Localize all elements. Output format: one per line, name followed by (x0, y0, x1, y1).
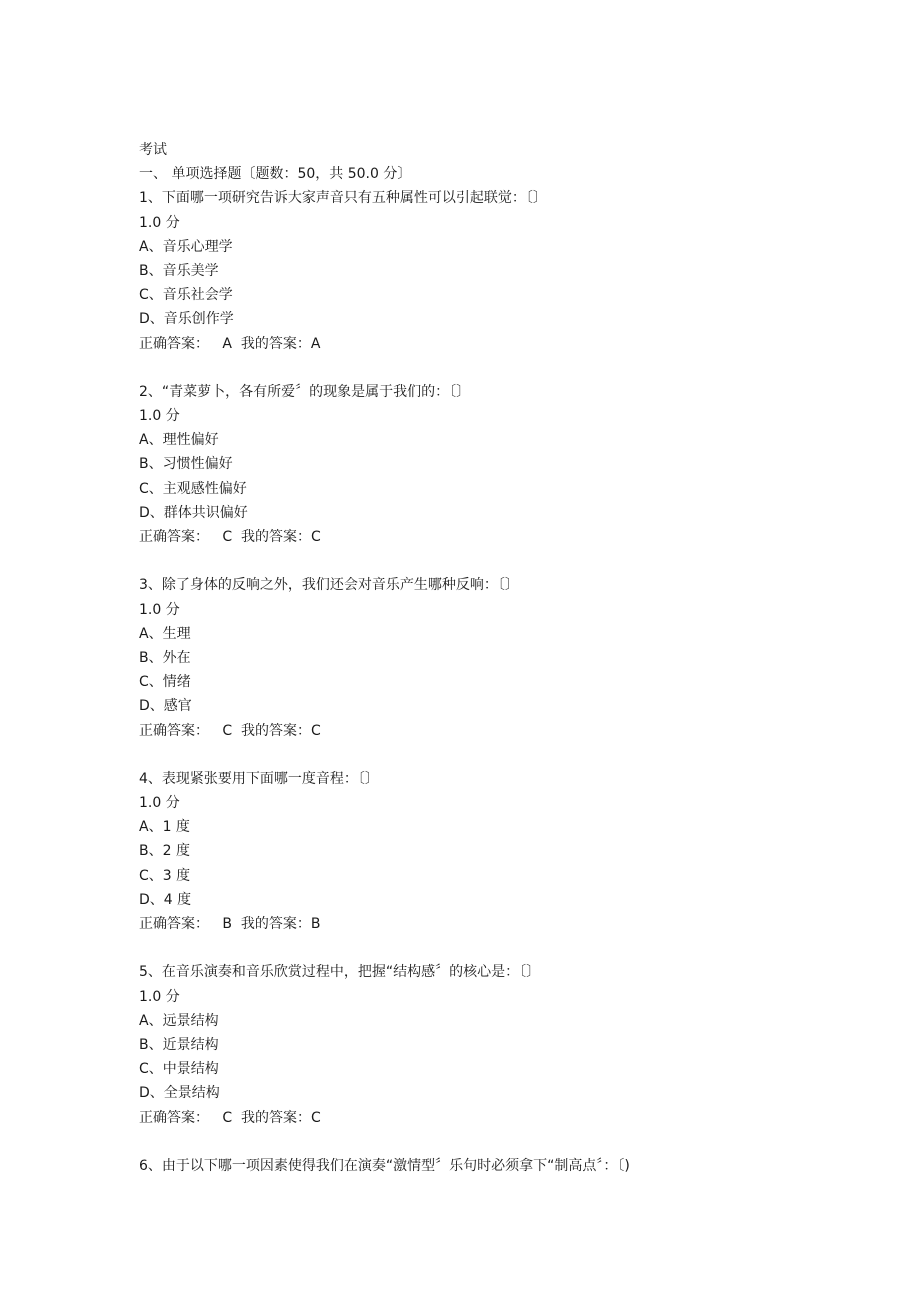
section-heading: 一、 单项选择题〔题数：50，共 50.0 分〕 (139, 166, 412, 183)
option-b: B、音乐美学 (139, 262, 219, 279)
option-c: C、音乐社会学 (139, 287, 233, 304)
option-b: B、2 度 (139, 843, 190, 860)
question-block (139, 767, 879, 936)
my-answer-value: C (311, 529, 321, 545)
question-block (139, 573, 879, 742)
my-answer-label: 我的答案： (241, 722, 312, 739)
option-d: D、4 度 (139, 891, 192, 908)
question-block (139, 960, 879, 1129)
my-answer-label: 我的答案： (241, 1109, 312, 1126)
option-d: D、音乐创作学 (139, 311, 234, 328)
question-text: 3、除了身体的反响之外，我们还会对音乐产生哪种反响：〔〕 (139, 577, 519, 594)
option-c: C、中景结构 (139, 1061, 219, 1078)
my-answer-label: 我的答案： (241, 529, 312, 545)
document-page (139, 138, 879, 1178)
my-answer-label: 我的答案： (240, 916, 311, 932)
correct-answer-value: C (222, 722, 233, 739)
doc-title: 考试 (139, 142, 167, 158)
option-a: A、生理 (139, 625, 191, 642)
correct-answer-value: B (222, 916, 232, 932)
question-score: 1.0 分 (139, 408, 180, 425)
correct-answer-value: C (222, 1109, 233, 1126)
my-answer-label: 我的答案： (240, 335, 311, 352)
option-a: A、理性偏好 (139, 432, 219, 449)
question-text: 5、在音乐演奏和音乐欣赏过程中，把握“结构感〞的核心是：〔〕 (139, 964, 541, 981)
option-b: B、外在 (139, 649, 191, 666)
question-score: 1.0 分 (139, 601, 180, 618)
question-text: 1、下面哪一项研究告诉大家声音只有五种属性可以引起联觉：〔〕 (139, 190, 547, 207)
correct-answer-label: 正确答案： (139, 335, 209, 352)
option-b: B、习惯性偏好 (139, 456, 233, 473)
question-score: 1.0 分 (139, 988, 180, 1005)
my-answer-value: C (311, 722, 321, 739)
answer-line (139, 719, 879, 743)
question-block (139, 1154, 879, 1178)
option-b: B、近景结构 (139, 1036, 219, 1053)
option-a: A、远景结构 (139, 1012, 219, 1029)
correct-answer-label: 正确答案： (139, 722, 209, 739)
option-d: D、群体共识偏好 (139, 504, 248, 521)
option-d: D、感官 (139, 698, 192, 715)
correct-answer-label: 正确答案： (139, 916, 209, 932)
correct-answer-value: C (222, 529, 233, 545)
answer-line (139, 912, 879, 936)
option-c: C、情绪 (139, 674, 191, 691)
question-block (139, 380, 879, 549)
option-d: D、全景结构 (139, 1085, 220, 1102)
option-c: C、主观感性偏好 (139, 480, 247, 497)
option-a: A、1 度 (139, 819, 190, 836)
answer-line (139, 1106, 879, 1130)
correct-answer-value: A (222, 335, 232, 352)
answer-line (139, 525, 879, 549)
my-answer-value: A (310, 335, 321, 352)
question-block (139, 186, 879, 355)
correct-answer-label: 正确答案： (139, 529, 209, 545)
my-answer-value: B (310, 916, 321, 932)
answer-line (139, 332, 879, 356)
my-answer-value: C (311, 1109, 321, 1126)
option-c: C、3 度 (139, 867, 191, 884)
question-text: 4、表现紧张要用下面哪一度音程：〔〕 (139, 770, 379, 787)
question-text: 6、由于以下哪一项因素使得我们在演奏“激情型〞乐句时必须拿下“制高点〞：〔) (139, 1157, 630, 1174)
option-a: A、音乐心理学 (139, 238, 233, 255)
correct-answer-label: 正确答案： (139, 1109, 209, 1126)
question-score: 1.0 分 (139, 795, 180, 812)
question-text: 2、“青菜萝卜，各有所爱〞的现象是属于我们的：〔〕 (139, 383, 471, 400)
question-score: 1.0 分 (139, 214, 180, 231)
